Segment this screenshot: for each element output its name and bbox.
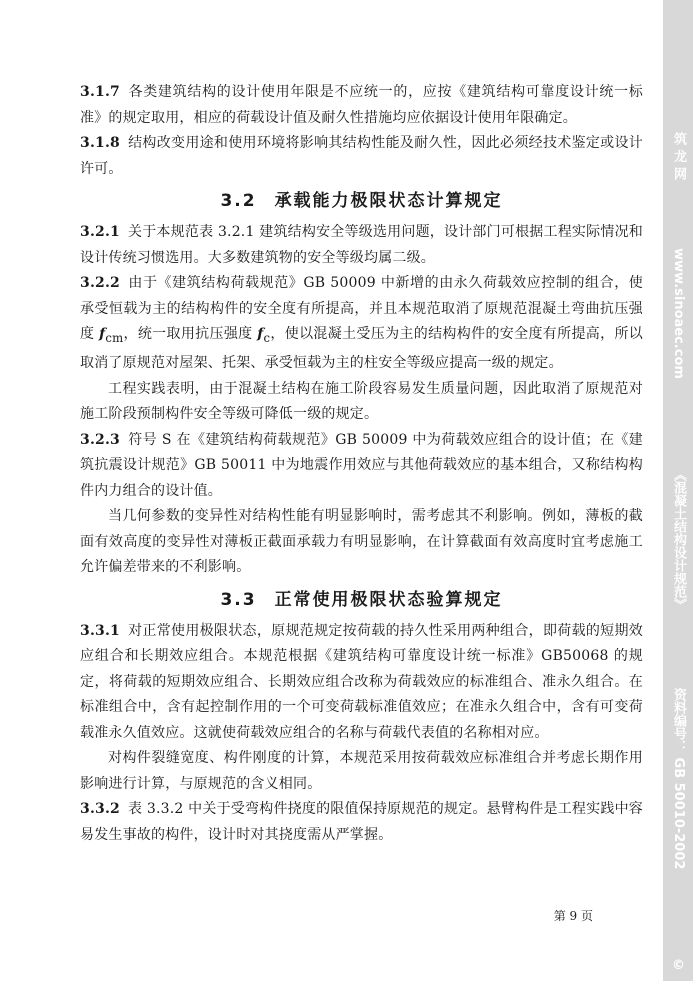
clause-3-3-1: 3.3.1 对正常使用极限状态，原规范规定按荷载的持久性采用两种组合，即荷载的短期效应组合和长期效应组合。本规范根据《建筑结构可靠度设计统一标准》GB50068 的规定，将荷载的短期效应组合、长期效应组合改称为荷载效应的标准组合、准永久组合。在标准组合中，含有起控制作用的一个可变荷载标准值效应；在准永久组合中，含有可变荷载准永久值效应。这就使荷载效应组合的名称与荷载代表值的名称相对应。 <box>80 622 643 741</box>
paragraph-3-2-3-b: 当几何参数的变异性对结构性能有明显影响时，需考虑其不利影响。例如，薄板的截面有效高度的变异性对薄板正截面承载力有明显影响，在计算截面有效高度时宜考虑施工允许偏差带来的不利影响。 <box>80 508 643 576</box>
clause-3-2-2: 3.2.2 由于《建筑结构荷载规范》GB 50009 中新增的由永久荷载效应控制的组合，使承受恒载为主的结构构件的安全度有所提高，并且本规范取消了原规范混凝土弯曲抗压强度 $f_{cm}$，统一取用抗压强度 $f_c$，使以混凝土受压为主的结构构件的安全度有所提高，所以取消了原规范对屋架、托架、承受恒载为主的柱安全等级应提高一级的规定。 <box>80 275 643 372</box>
section-heading-3-3: 3.3 正常使用极限状态验算规定 <box>220 589 503 610</box>
site-name: 筑 龙 网 <box>671 132 686 181</box>
clause-3-2-1: 3.2.1 关于本规范表 3.2.1 建筑结构安全等级选用问题，设计部门可根据工程实际情况和设计传统习惯选用。大多数建筑物的安全等级均属二级。 <box>80 224 643 266</box>
page-number: 第 9 页 <box>553 909 593 923</box>
clause-3-2-3: 3.2.3 符号 S 在《建筑结构荷载规范》GB 50009 中为荷载效应组合的设计值；在《建筑抗震设计规范》GB 50011 中为地震作用效应与其他荷载效应的基本组合，又称结构构件内力组合的设计值。 <box>80 431 643 499</box>
clause-3-1-8: 3.1.8 结构改变用途和使用环境将影响其结构性能及耐久性，因此必须经技术鉴定或设计许可。 <box>80 135 643 177</box>
document-code: 资料编号： GB 50010-2002 <box>671 688 686 870</box>
side-banner <box>663 0 693 981</box>
page-footer <box>0 907 663 924</box>
paragraph-3-3-1-b: 对构件裂缝宽度、构件刚度的计算，本规范采用按荷载效应标准组合并考虑长期作用影响进行计算，与原规范的含义相同。 <box>80 750 643 792</box>
copyright-mark: © <box>671 958 686 973</box>
clause-3-1-7: 3.1.7 各类建筑结构的设计使用年限是不应统一的，应按《建筑结构可靠度设计统一标准》的规定取用，相应的荷载设计值及耐久性措施均应依据设计使用年限确定。 <box>80 84 643 126</box>
section-heading-3-2: 3.2 承载能力极限状态计算规定 <box>220 191 503 211</box>
site-url: www.sinoaec.com <box>671 248 686 379</box>
clause-3-3-2: 3.3.2 表 3.3.2 中关于受弯构件挠度的限值保持原规范的规定。悬臂构件是工程实践中容易发生事故的构件，设计时对其挠度需从严掌握。 <box>80 801 643 843</box>
document-title: 《混凝土结构设计规范》 <box>671 468 686 611</box>
paragraph-3-2-2-b: 工程实践表明，由于混凝土结构在施工阶段容易发生质量问题，因此取消了原规范对施工阶段预制构件安全等级可降低一级的规定。 <box>80 380 643 423</box>
body-text <box>80 80 643 848</box>
